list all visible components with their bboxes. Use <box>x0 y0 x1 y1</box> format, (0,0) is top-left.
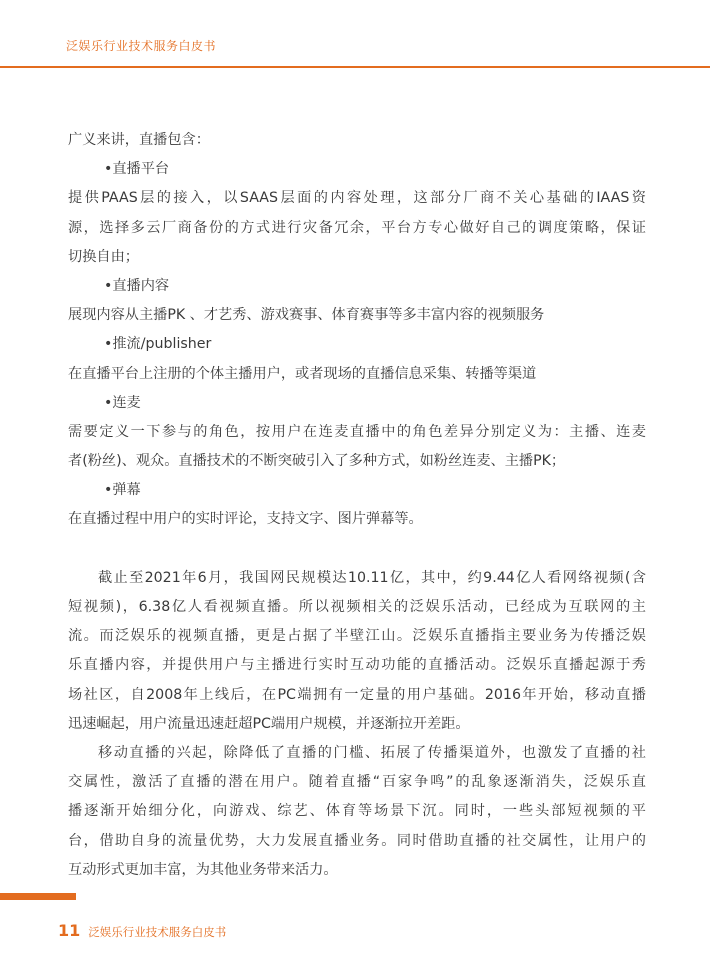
bullet-live-platform: •直播平台 <box>104 161 170 178</box>
paragraph-line: 流。而泛娱乐的视频直播，更是占据了半壁江山。泛娱乐直播指主要业务为传播泛娱 <box>68 628 646 645</box>
paragraph-line: 台，借助自身的流量优势，大力发展直播业务。同时借助直播的社交属性，让用户的 <box>68 832 646 849</box>
paragraph-line: 迅速崛起，用户流量迅速赶超PC端用户规模，并逐渐拉开差距。 <box>68 715 470 732</box>
paragraph-line: 乐直播内容，并提供用户与主播进行实时互动功能的直播活动。泛娱乐直播起源于秀 <box>68 657 646 674</box>
paragraph-line: 播逐渐开始细分化，向游戏、综艺、体育等场景下沉。同时，一些头部短视频的平 <box>68 803 646 820</box>
bullet-co-streaming: •连麦 <box>104 394 141 411</box>
header-title: 泛娱乐行业技术服务白皮书 <box>66 39 217 53</box>
paragraph-line: 互动形式更加丰富，为其他业务带来活力。 <box>68 861 338 878</box>
item-description-line: 切换自由； <box>68 248 139 265</box>
paragraph-line: 截止至2021年6月，我国网民规模达10.11亿，其中，约9.44亿人看网络视频(含 <box>98 569 646 586</box>
item-description-line: 者(粉丝)、观众。直播技术的不断突破引入了多种方式，如粉丝连麦、主播PK； <box>68 453 566 470</box>
item-description-line: 需要定义一下参与的角色，按用户在连麦直播中的角色差异分别定义为：主播、连麦 <box>68 423 646 440</box>
intro-line: 广义来讲，直播包含： <box>68 132 210 148</box>
paragraph-line: 场社区，自2008年上线后，在PC端拥有一定量的用户基础。2016年开始，移动直播 <box>68 686 646 703</box>
bullet-publisher: •推流/publisher <box>104 336 212 353</box>
item-description-line: 在直播平台上注册的个体主播用户，或者现场的直播信息采集、转播等渠道 <box>68 365 537 382</box>
item-description-line: 提供PAAS层的接入，以SAAS层面的内容处理，这部分厂商不关心基础的IAAS资 <box>68 190 646 207</box>
bullet-live-content: •直播内容 <box>104 277 170 294</box>
page-number: 11 <box>58 921 81 940</box>
item-description-line: 展现内容从主播PK 、才艺秀、游戏赛事、体育赛事等多丰富内容的视频服务 <box>68 307 545 324</box>
paragraph-line: 短视频)，6.38亿人看视频直播。所以视频相关的泛娱乐活动，已经成为互联网的主 <box>68 599 646 615</box>
footer <box>58 921 226 940</box>
body-text <box>68 126 646 885</box>
footer-title: 泛娱乐行业技术服务白皮书 <box>88 925 227 939</box>
item-description-line: 在直播过程中用户的实时评论，支持文字、图片弹幕等。 <box>68 511 423 528</box>
paragraph-line: 交属性，激活了直播的潜在用户。随着直播“百家争鸣”的乱象逐渐消失，泛娱乐直 <box>68 774 646 791</box>
header-divider <box>0 66 710 68</box>
paragraph-line: 移动直播的兴起，除降低了直播的门槛、拓展了传播渠道外，也激发了直播的社 <box>98 744 646 761</box>
paragraph-gap <box>68 535 646 564</box>
footer-accent-bar <box>0 893 76 900</box>
item-description-line: 源，选择多云厂商备份的方式进行灾备冗余，平台方专心做好自己的调度策略，保证 <box>68 219 646 236</box>
bullet-danmaku: •弹幕 <box>104 482 141 499</box>
